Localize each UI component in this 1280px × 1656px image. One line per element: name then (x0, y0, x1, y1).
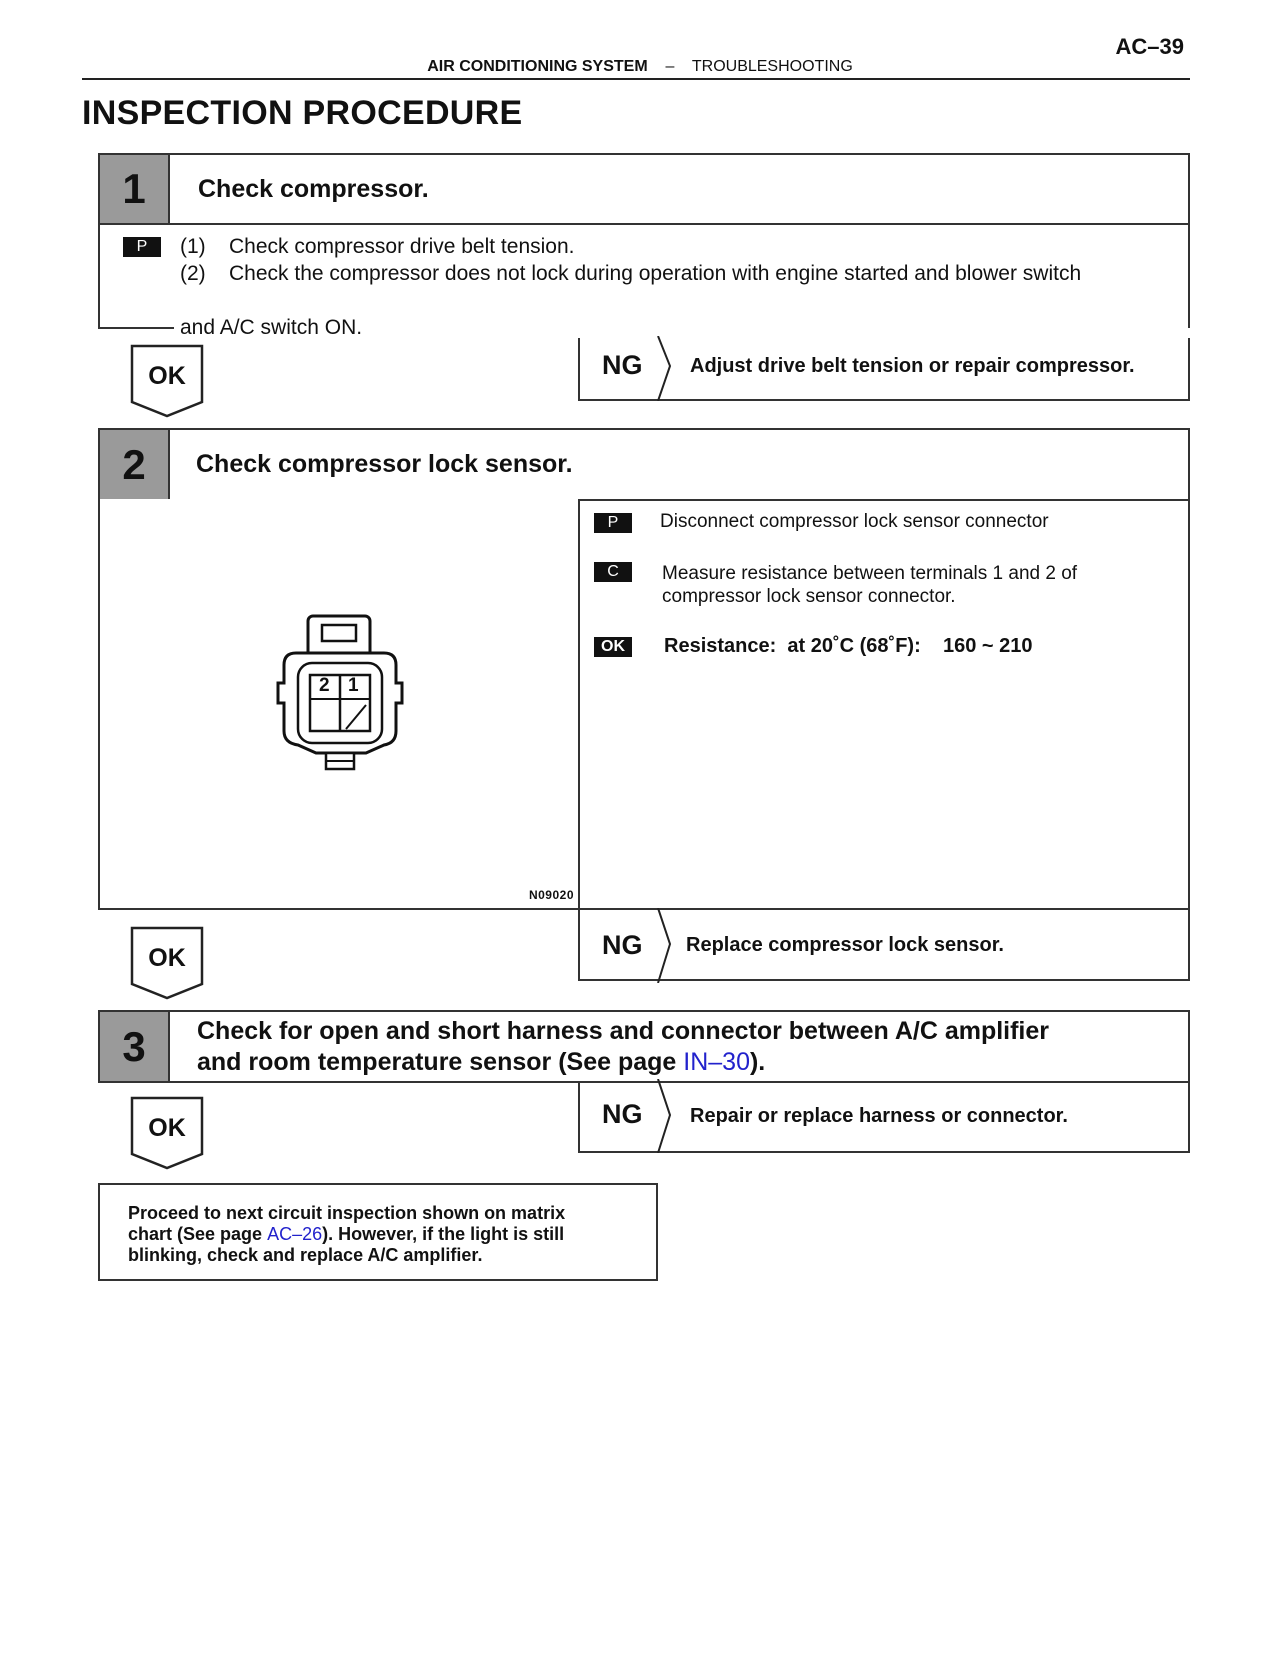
step-2-title: Check compressor lock sensor. (196, 450, 573, 478)
final-line-1: Proceed to next circuit inspection shown on matrix (128, 1203, 566, 1223)
final-line-2-end: ). However, if the light is still (322, 1224, 565, 1244)
connector-pin-2: 2 (319, 675, 330, 696)
step-1-line-2: (2) Check the compressor does not lock during operation with engine started and blower switch (180, 262, 1082, 285)
step-1-body-rule (98, 327, 174, 329)
step-2-ng-label: NG (602, 930, 643, 960)
page-link-in-30[interactable]: IN–30 (683, 1048, 750, 1076)
step-1-ok-tag (130, 344, 202, 416)
step-1-ng-box (578, 338, 1190, 401)
step-1-header (98, 153, 1190, 225)
step-2-instruction-2: Measure resistance between terminals 1 and 2 of compressor lock sensor connector. (662, 563, 1078, 607)
step-2-badge-p: P (594, 513, 632, 533)
step-2-ok-label: OK (148, 944, 186, 972)
header-rule (82, 78, 1190, 80)
step-2-number: 2 (100, 430, 170, 499)
step-1-line-3: and A/C switch ON. (180, 316, 363, 339)
page-title: INSPECTION PROCEDURE (82, 94, 523, 132)
step-3-title-line-2 (197, 1047, 1049, 1078)
step-2-ok-tag (130, 926, 202, 998)
step-2-figure-box (98, 499, 580, 910)
step-3-title-line-1: Check for open and short harness and connector between A/C amplifier (197, 1017, 1050, 1045)
step-2-ng-box (578, 908, 1190, 981)
step-2-badge-c: C (594, 562, 632, 582)
connector-pin-1: 1 (348, 675, 359, 696)
step-1-title: Check compressor. (198, 175, 429, 203)
step-1-ng-chevron (656, 336, 676, 401)
step-2-ng-chevron (656, 908, 676, 983)
step-3-ok-label: OK (148, 1114, 186, 1142)
step-2-instruction-3: Resistance: at 20˚C (68˚F): 160 ~ 210 (664, 635, 1033, 657)
step-1-ok-label: OK (148, 362, 186, 390)
step-2-instruction-1: Disconnect compressor lock sensor connector (660, 511, 1049, 532)
figure-code: N09020 (528, 888, 574, 902)
section-name: AIR CONDITIONING SYSTEM (427, 58, 648, 75)
subsection-name: TROUBLESHOOTING (691, 58, 853, 75)
step-1-ng-label: NG (602, 350, 643, 380)
step-2-instruction-panel (578, 499, 1190, 910)
step-2-ng-action: Replace compressor lock sensor. (686, 934, 1004, 956)
step-2-header (98, 428, 1190, 501)
step-3-ok-tag (130, 1096, 202, 1168)
step-1-ng-action: Adjust drive belt tension or repair compressor. (690, 355, 1135, 377)
final-line-2 (128, 1224, 565, 1245)
step-3-title-line-2-end: ). (749, 1048, 766, 1076)
step-3-ng-chevron (656, 1079, 676, 1153)
step-1-number: 1 (100, 155, 170, 223)
step-3-header (98, 1010, 1190, 1083)
final-line-3: blinking, check and replace A/C amplifier. (128, 1245, 483, 1265)
page-link-ac-26[interactable]: AC–26 (267, 1224, 323, 1244)
connector-diagram (276, 613, 404, 773)
step-1-badge-p: P (123, 237, 161, 257)
step-3-ng-action: Repair or replace harness or connector. (690, 1105, 1068, 1127)
step-1-line-1: (1) Check compressor drive belt tension. (180, 235, 575, 258)
step-3-ng-box (578, 1081, 1190, 1153)
step-2-badge-ok: OK (594, 637, 632, 657)
running-header (0, 58, 1280, 76)
step-3-title-line-2-text: and room temperature sensor (See page (197, 1048, 684, 1076)
step-3-ng-label: NG (602, 1099, 643, 1129)
step-3-title (170, 1012, 1049, 1081)
step-3-number: 3 (100, 1012, 170, 1081)
page-number: AC–39 (1115, 34, 1184, 59)
final-line-2-text: chart (See page (128, 1224, 268, 1244)
final-instruction-text (128, 1203, 565, 1266)
header-separator: – (665, 58, 675, 75)
final-instruction-box (98, 1183, 658, 1281)
